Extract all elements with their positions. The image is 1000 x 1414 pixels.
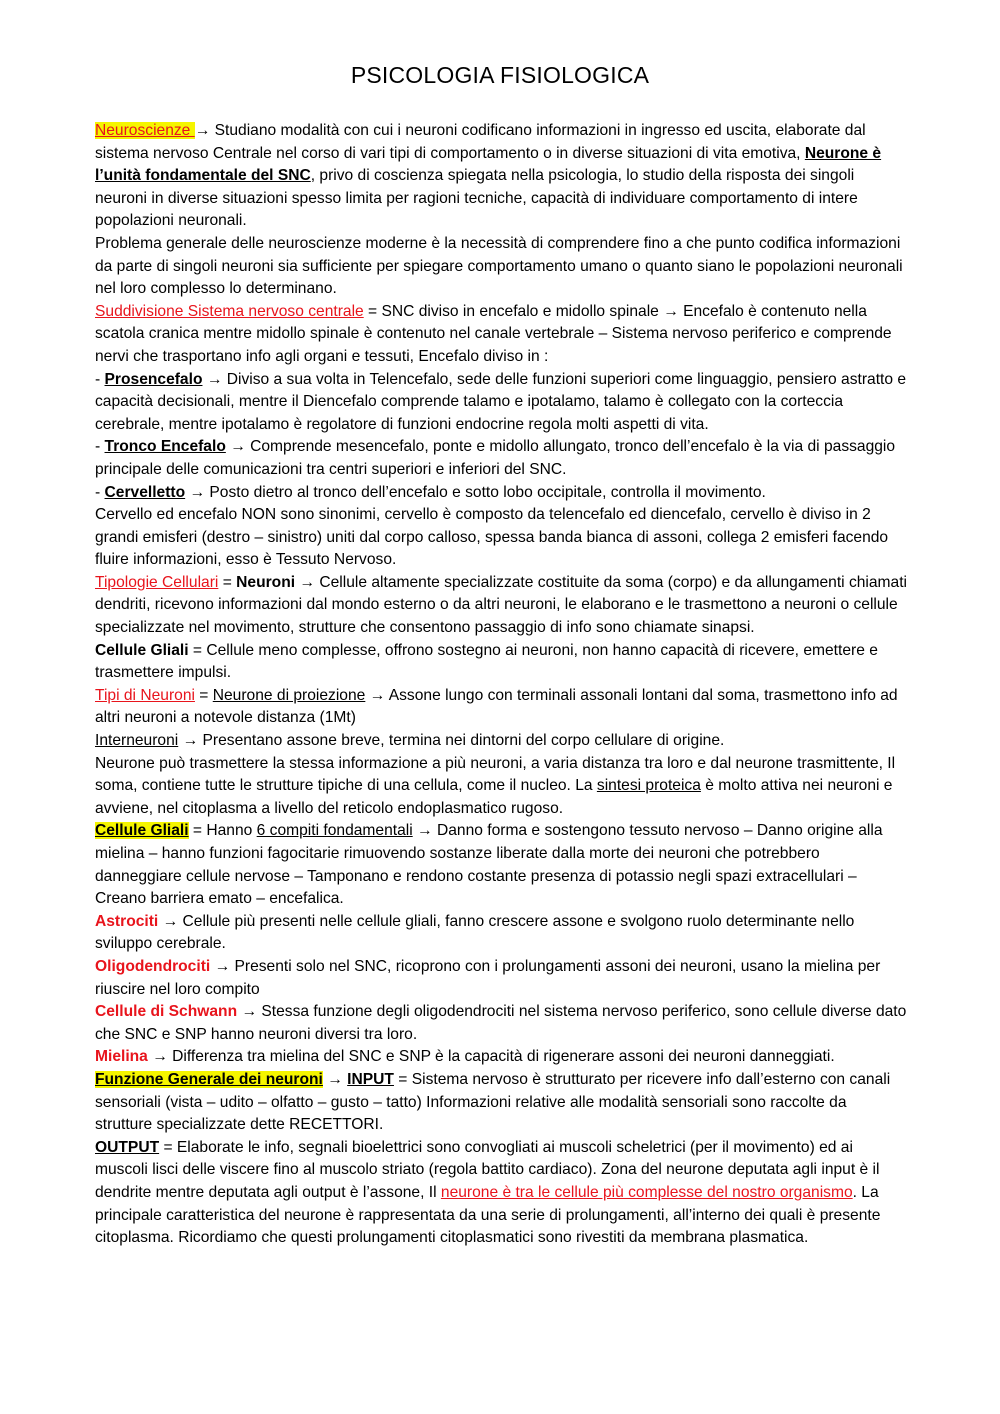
term-prosencefalo: Prosencefalo [104,370,203,388]
paragraph-soma: Neurone può trasmettere la stessa informazione a più neuroni, a varia distanza tra loro e dal neurone trasmittente, Il soma, contiene tutte le strutture tipiche di una cellula, come il nucleo. La sintesi proteica è molto attiva nei neuroni e avviene, nel citoplasma a livello del reticolo endoplasmatico rugoso. [95,754,896,817]
term-cellule-schwann: Cellule di Schwann [95,1003,238,1021]
bold-cellule-gliali: Cellule Gliali [95,641,189,659]
paragraph-astrociti: Astrociti → Cellule più presenti nelle cellule gliali, fanno crescere assone e svolgono ruolo determinante nello sviluppo cerebrale. [95,912,855,953]
arrow-icon: → [152,1048,168,1066]
arrow-icon: → [182,732,199,750]
arrow-icon: → [194,122,211,139]
paragraph-problema: Problema generale delle neuroscienze moderne è la necessità di comprendere fino a che punto codifica informazioni da parte di singoli neuroni sia sufficiente per spiegare comportamento umano o quanto siano le popolazioni neuronali nel loro complesso lo determinano. [95,234,903,298]
arrow-icon: → [369,686,386,704]
paragraph-tipologie: Tipologie Cellulari = Neuroni → Cellule altamente specializzate costituite da soma (corpo) e da allungamenti chiamati dendriti, ricevono informazioni dal mondo esterno o da altri neuroni, le elaborano e le trasmettono a neuroni o cellule specializzate nel movimento, strutture che consentono passaggio di info sono chiamate sinapsi. [95,573,908,637]
paragraph-tipi-neuroni: Tipi di Neuroni = Neurone di proiezione → Assone lungo con terminali assonali lontani dal soma, trasmettono info ad altri neuroni a notevole distanza (1Mt) [95,686,898,727]
list-item-tronco-encefalo: - Tronco Encefalo → Comprende mesencefalo, ponte e midollo allungato, tronco dell’encefalo è la via di passaggio principale delle comunicazioni tra centri superiori e inferiori del SNC. [95,438,896,478]
list-item-prosencefalo: - Prosencefalo → Diviso a sua volta in Telencefalo, sede delle funzioni superiori come linguaggio, pensiero astratto e capacità decisionali, mentre il Diencefalo comprende talamo e ipotalamo, talamo è collegato con la corteccia cerebrale, mentre ipotalamo è regolatore di funzioni endocrine regola molti aspetti di vita. [95,370,907,433]
under-neurone-proiezione: Neurone di proiezione [212,686,366,704]
paragraph-suddivisione: Suddivisione Sistema nervoso centrale = SNC diviso in encefalo e midollo spinale → Encefalo è contenuto nella scatola cranica mentre midollo spinale è contenuto nel canale vertebrale – Sistema nervoso periferico e comprende nervi che trasportano info agli organi e tessuti, Encefalo diviso in : [95,302,892,365]
term-tipologie-cellulari: Tipologie Cellulari [95,573,219,591]
arrow-icon: → [230,438,246,456]
arrow-icon: → [327,1070,343,1088]
term-oligodendrociti: Oligodendrociti [95,957,211,975]
under-sintesi-proteica: sintesi proteica [596,777,701,795]
list-item-cervelletto: - Cervelletto → Posto dietro al tronco dell’encefalo e sotto lobo occipitale, controlla il movimento. [95,483,766,501]
arrow-icon: → [206,370,223,388]
red-neurone-complesse: neurone è tra le cellule più complesse del nostro organismo [440,1183,853,1201]
bold-input: INPUT [347,1070,394,1088]
paragraph-oligodendrociti: Oligodendrociti → Presenti solo nel SNC, ricoprono con i prolungamenti assoni dei neuroni, usano la mielina per riuscire nel loro compito [95,957,881,998]
under-interneuroni: Interneuroni [95,732,179,750]
paragraph-neuroscienze: Neuroscienze → Studiano modalità con cui i neuroni codificano informazioni in ingresso ed uscita, elaborate dal sistema nervoso Centrale nel corso di vari tipi di comportamento o in diverse situazioni di vita emotiva, Neurone è l’unità fondamentale del SNC, privo di coscienza spiegata nella psicologia, lo studio della risposta dei singoli neuroni in diverse situazioni spesso limita per ragioni tecniche, capacità di individuare comportamento di intere popolazioni neuronali. [95,122,882,230]
paragraph-cellule-gliali-def: Cellule Gliali = Cellule meno complesse, offrono sostegno ai neuroni, non hanno capacità di ricevere, emettere e trasmettere impulsi. [95,641,878,682]
paragraph-funzione-generale: Funzione Generale dei neuroni → INPUT = Sistema nervoso è strutturato per ricevere info dall’esterno con canali sensoriali (vista – udito – olfatto – gusto – tatto) Informazioni relative alle modalità sensoriali sono raccolte da strutture specializzate dette RECETTORI. [95,1070,891,1134]
term-astrociti: Astrociti [95,912,159,930]
arrow-icon: → [663,302,679,320]
term-tipi-neuroni: Tipi di Neuroni [95,686,195,704]
paragraph-mielina: Mielina → Differenza tra mielina del SNC e SNP è la capacità di rigenerare assoni dei neuroni danneggiati. [95,1048,835,1066]
term-mielina: Mielina [95,1048,148,1066]
arrow-icon: → [241,1003,258,1021]
arrow-icon: → [214,957,231,975]
paragraph-cellule-gliali: Cellule Gliali = Hanno 6 compiti fondamentali → Danno forma e sostengono tessuto nervoso – Danno origine alla mielina – hanno funzioni fagocitarie rimuovendo sostanze liberate dalla morte dei neuroni che potrebbero danneggiare cellule nervose – Tamponano e rendono costante presenza di potassio negli spazi extracellulari – Creano barriera emato – encefalica. [95,822,883,908]
document-body [95,120,907,1250]
under-6-compiti: 6 compiti fondamentali [256,822,413,840]
term-neuroscienze: Neuroscienze [95,122,195,139]
arrow-icon: → [299,573,316,591]
bold-neurone-unita: Neurone è l’unità fondamentale del SNC [95,144,882,185]
term-funzione-generale: Funzione Generale dei neuroni [95,1070,323,1088]
term-cervelletto: Cervelletto [104,483,186,501]
arrow-icon: → [162,912,179,930]
arrow-icon: → [417,822,433,840]
paragraph-output: OUTPUT = Elaborate le info, segnali bioelettrici sono convogliati ai muscoli scheletrici (per il movimento) ed ai muscoli lisci delle viscere fino al muscolo striato (regola battito cardiaco). Zona del neurone deputata agli input è il dendrite mentre deputata agli output è l’assone, Il neurone è tra le cellule più complesse del nostro organismo. La principale caratteristica del neurone è rappresentata da una serie di prolungamenti, all’interno dei quali è presente citoplasma. Ricordiamo che questi prolungamenti citoplasmatici sono rivestiti da membrana plasmatica. [95,1138,881,1247]
term-tronco-encefalo: Tronco Encefalo [104,438,226,456]
arrow-icon: → [189,483,206,501]
paragraph-interneuroni: Interneuroni → Presentano assone breve, termina nei dintorni del corpo cellulare di origine. [95,732,725,750]
term-cellule-gliali: Cellule Gliali [95,822,189,840]
paragraph-cervello: Cervello ed encefalo NON sono sinonimi, cervello è composto da telencefalo ed diencefalo, cervello è diviso in 2 grandi emisferi (destro – sinistro) uniti dal corpo calloso, spessa banda bianca di assoni, collega 2 emisferi facendo fluire informazioni, esso è Tessuto Nervoso. [95,506,889,569]
term-suddivisione: Suddivisione Sistema nervoso centrale [95,302,364,320]
paragraph-schwann: Cellule di Schwann → Stessa funzione degli oligodendrociti nel sistema nervoso periferico, sono cellule diverse dato che SNC e SNP hanno neuroni diversi tra loro. [95,1003,907,1043]
bold-neuroni: Neuroni [236,573,296,591]
bold-output: OUTPUT [95,1138,160,1156]
page-title: PSICOLOGIA FISIOLOGICA [350,62,650,88]
